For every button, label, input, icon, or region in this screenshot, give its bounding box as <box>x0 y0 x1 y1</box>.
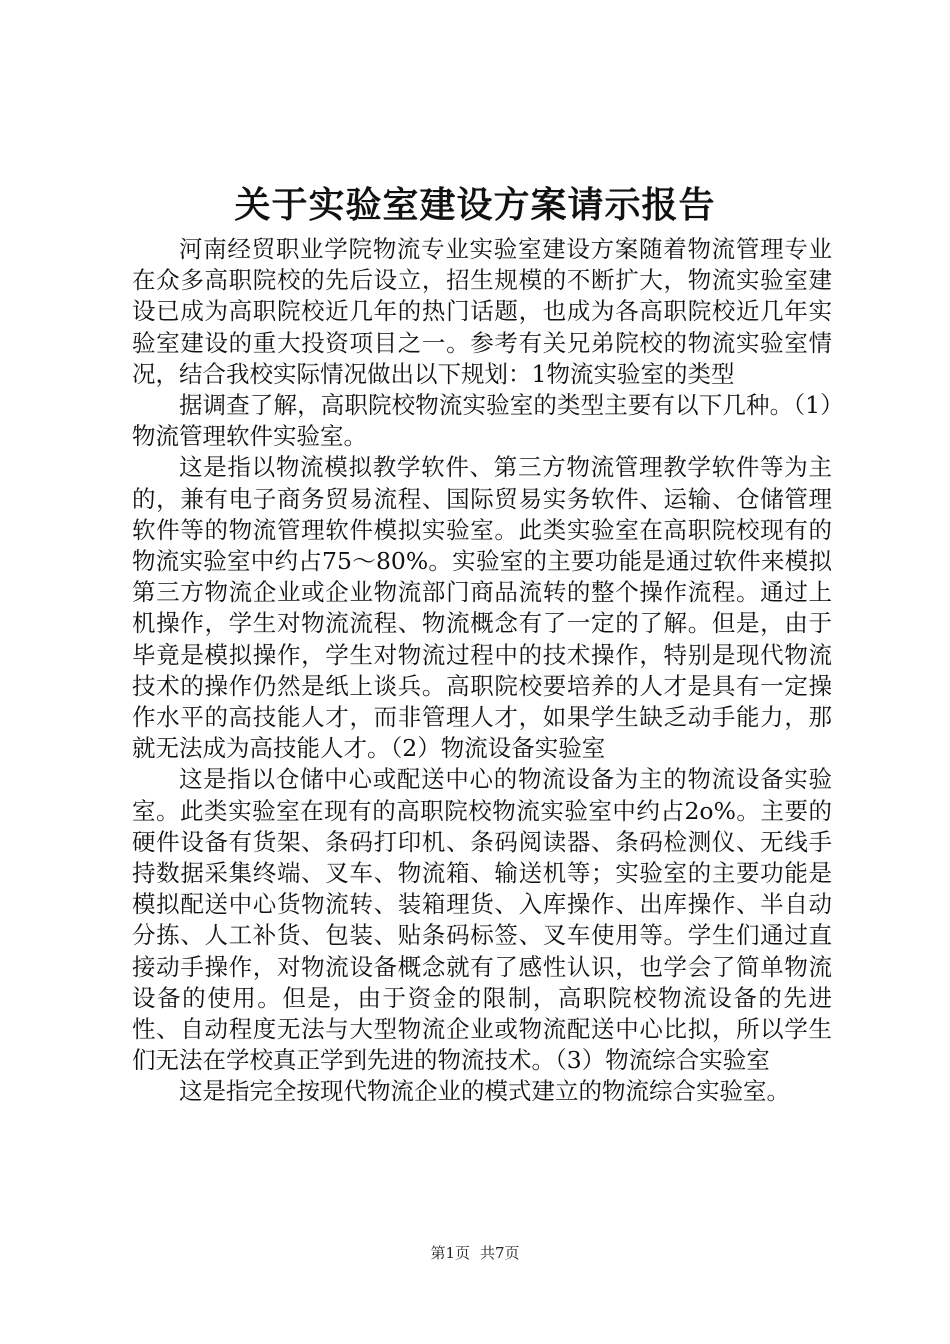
page-number: 第1页 <box>430 1244 470 1262</box>
paragraph: 河南经贸职业学院物流专业实验室建设方案随着物流管理专业在众多高职院校的先后设立，招生规模的不断扩大，物流实验室建设已成为高职院校近几年的热门话题，也成为各高职院校近几年实验室建设的重大投资项目之一。参考有关兄弟院校的物流实验室情况，结合我校实际情况做出以下规划：1物流实验室的类型 <box>132 235 832 388</box>
paragraph: 这是指以物流模拟教学软件、第三方物流管理教学软件等为主的，兼有电子商务贸易流程、国际贸易实务软件、运输、仓储管理软件等的物流管理软件模拟实验室。此类实验室在高职院校现有的物流实验室中约占75～80%。实验室的主要功能是通过软件来模拟第三方物流企业或企业物流部门商品流转的整个操作流程。通过上机操作，学生对物流流程、物流概念有了一定的了解。但是，由于毕竟是模拟操作，学生对物流过程中的技术操作，特别是现代物流技术的操作仍然是纸上谈兵。高职院校要培养的人才是具有一定操作水平的高技能人才，而非管理人才，如果学生缺乏动手能力，那就无法成为高技能人才。（2）物流设备实验室 <box>132 453 832 763</box>
document-body <box>132 234 832 1108</box>
paragraph: 这是指完全按现代物流企业的模式建立的物流综合实验室。 <box>179 1077 790 1106</box>
document-title: 关于实验室建设方案请示报告 <box>234 185 716 226</box>
page-total: 共7页 <box>480 1244 520 1262</box>
paragraph: 据调查了解，高职院校物流实验室的类型主要有以下几种。（1）物流管理软件实验室。 <box>132 391 832 451</box>
page-footer <box>0 1243 950 1263</box>
paragraph: 这是指以仓储中心或配送中心的物流设备为主的物流设备实验室。此类实验室在现有的高职院校物流实验室中约占2o%。主要的硬件设备有货架、条码打印机、条码阅读器、条码检测仪、无线手持数据采集终端、叉车、物流箱、输送机等；实验室的主要功能是模拟配送中心货物流转、装箱理货、入库操作、出库操作、半自动分拣、人工补货、包装、贴条码标签、叉车使用等。学生们通过直接动手操作，对物流设备概念就有了感性认识，也学会了简单物流设备的使用。但是，由于资金的限制，高职院校物流设备的先进性、自动程度无法与大型物流企业或物流配送中心比拟，所以学生们无法在学校真正学到先进的物流技术。（3）物流综合实验室 <box>132 765 832 1075</box>
